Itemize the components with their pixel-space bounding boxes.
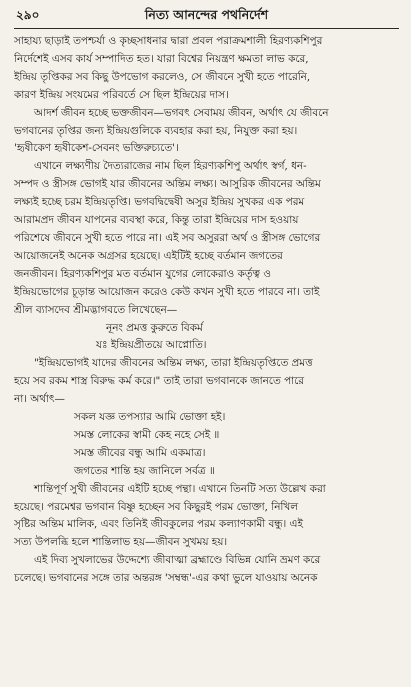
text-line: 'হৃষীকেণ হৃষীকেশ-সেবনং ভক্তিরুচ্যতে'। bbox=[14, 142, 179, 155]
paragraph bbox=[14, 355, 399, 409]
text-line: সকল যজ্ঞ তপস্যার আমি ভোক্তা হই। bbox=[74, 411, 226, 424]
text-line: ভগবানের তৃপ্তির জন্য ইন্দ্রিয়গুলিকে ব্যবহার করা হয়, নিযুক্ত করা হয়। bbox=[14, 124, 298, 137]
paragraph bbox=[14, 158, 399, 319]
text-line: এই দিব্য সুখলাভের উদ্দেশ্যে জীবাত্মা ব্রহ্মাণ্ডে বিভিন্ন যোনি ভ্রমণ করে bbox=[34, 554, 321, 567]
verse-couplet bbox=[14, 409, 399, 481]
text-line: শান্তিপূর্ণ সুখী জীবনের এইটি হচ্ছে পন্থা। এখানে তিনটি সত্য উল্লেখ করা bbox=[34, 482, 326, 495]
text-line: জনজীবন। হিরণ্যকশিপুর মত বর্তমান যুগের লোকেরাও কর্তৃত্ব ও bbox=[14, 267, 271, 280]
text-line: ইন্দ্রিয়ভোগের চূড়ান্ত আয়োজন করেও কেউ কখন সুখী হতে পারবে না। তাই bbox=[14, 285, 320, 298]
text-line: "ইন্দ্রিয়ভোগই যাদের জীবনের অন্তিম লক্ষ্য, তারা ইন্দ্রিয়তৃপ্তিতে প্রমত্ত bbox=[34, 357, 313, 370]
text-line: লক্ষ্যই হচ্ছে চরম ইন্দ্রিয়তৃপ্তি। ভগবদ্বিদ্বেষী অসুর ইন্দ্রিয় সুখকর এক পরম bbox=[14, 196, 305, 209]
paragraph bbox=[14, 105, 399, 141]
quoted-sloka bbox=[14, 140, 399, 158]
text-line: আয়োজনেই অনেক অগ্রসর হয়েছে। এইটিই হচ্ছে বর্তমান জগতের bbox=[14, 249, 283, 262]
text-line: সমস্ত জীবের বন্ধু আমি একমাত্র। bbox=[74, 446, 206, 459]
text-line: আরামপ্রদ জীবন যাপনের ব্যবস্থা করে, কিন্তু তারা ইন্দ্রিয়ের দাস হওয়ায় bbox=[14, 214, 299, 227]
text-line: হয়েছে। পরমেশ্বর ভগবান বিষ্ণু হচ্ছেন সব কিছুরই পরম ভোক্তা, নিখিল bbox=[14, 500, 298, 513]
text-line: সম্পদ ও স্ত্রীসঙ্গ ভোগই যার জীবনের অন্তিম লক্ষ্য। আসুরিক জীবনের অন্তিম bbox=[14, 178, 321, 191]
text-line: পরিশেষে জীবনে সুখী হতে পারে না। এই সব অসুররা অর্থ ও স্ত্রীসঙ্গ ভোগের bbox=[14, 231, 321, 244]
text-line: চলেছে। ভগবানের সঙ্গে তার অন্তরঙ্গ 'সম্বন্ধ'-এর কথা ভুলে যাওয়ায় অনেক bbox=[14, 572, 318, 585]
text-line: জগতের শান্তি হয় জানিলে সর্বত্র ॥ bbox=[74, 464, 215, 477]
text-line: আদর্শ জীবন হচ্ছে ভক্তজীবন—ভগবৎ সেবাময় জীবন, অর্থাৎ যে জীবনে bbox=[34, 106, 329, 119]
paragraph bbox=[14, 552, 399, 588]
text-line: না। অর্থাৎ— bbox=[14, 393, 65, 406]
text-line: নির্দেশেই এসব কার্য সম্পাদিত হত। যারা বিশ্বের নিয়ন্ত্রণ ক্ষমতা লাভ করে, bbox=[14, 52, 309, 65]
page-header bbox=[14, 6, 399, 29]
body-text bbox=[14, 33, 399, 588]
text-line: সত্য উপলব্ধি হলে শান্তিলাভ হয়—জীবন সুখময় হয়। bbox=[14, 536, 228, 549]
text-line: এখানে লক্ষ্যণীয় দৈত্যরাজের নাম ছিল হিরণ্যকশিপু অর্থাৎ স্বর্গ, ধন- bbox=[34, 160, 307, 173]
text-line: শ্রীল ব্যাসদেব শ্রীমদ্ভাগবতে লিখেছেন— bbox=[14, 303, 178, 316]
text-line: সাহায্য ছাড়াই তপশ্চর্যা ও কৃচ্ছসাধনার দ্বারা প্রবল পরাক্রমশালী হিরণ্যকশিপুর bbox=[14, 35, 323, 47]
paragraph bbox=[14, 481, 399, 553]
paragraph bbox=[14, 33, 399, 105]
text-line: যঃ ইন্দ্রিয়প্রীতয়ে আপ্নোতি। bbox=[96, 339, 207, 352]
text-line: কারণ ইন্দ্রিয় সংযমের পরিবর্তে সে ছিল ইন্দ্রিয়ের দাস। bbox=[14, 88, 229, 101]
text-line: ইন্দ্রিয় তৃপ্তিকর সব কিছু উপভোগ করলেও, সে জীবনে সুখী হতে পারেনি, bbox=[14, 70, 311, 83]
running-title: নিত্য আনন্দের পথনির্দেশ bbox=[144, 7, 269, 22]
sanskrit-verse bbox=[14, 320, 399, 356]
text-line: সৃষ্টির অন্তিম মালিক, এবং তিনিই জীবকুলের পরম কল্যাণকামী বন্ধু। এই bbox=[14, 518, 303, 531]
text-line: হয়ে সব রকম শাস্ত্র বিরুদ্ধ কর্ম করে।" তাই তারা ভগবানকে জানতে পারে bbox=[14, 375, 305, 388]
text-line: সমস্ত লোকের স্বামী কেহ নহে সেই ॥ bbox=[74, 428, 220, 441]
page-number: ২৯০ bbox=[16, 8, 40, 22]
text-line: নূনং প্রমত্ত কুরুতে বিকর্ম bbox=[106, 321, 203, 334]
